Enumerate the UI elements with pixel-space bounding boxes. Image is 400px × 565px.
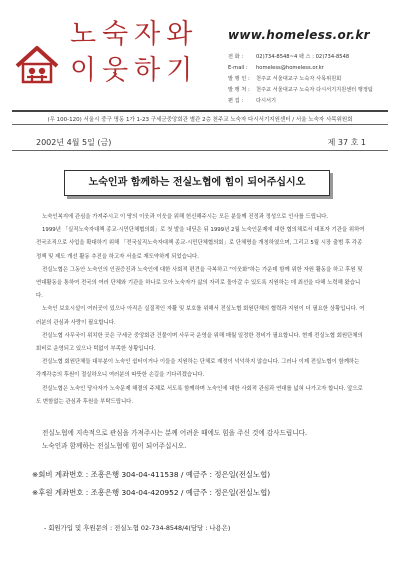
- contact-row: [228, 52, 396, 63]
- contact-row: [228, 96, 396, 107]
- body-paragraph: 노숙인 보호시설이 여러곳이 있으나 아직은 실질적인 자활 및 보호를 위해서 전실노협 회원단체의 협력과 지원이 더 필요한 상황입니다. 여러분의 관심과 사랑이 필요합니다.: [36, 306, 365, 326]
- body-paragraph: 전실노협은 노숙인 당사자가 노숙문제 해결의 주체로 서도록 함께하며 노숙인에 대한 사회적 관심과 연대를 넓혀 나가고자 합니다. 앞으로도 변함없는 관심과 후원을 부탁드립니다.: [36, 385, 363, 405]
- closing-line: 전실노협에 지속적으로 관심을 가져주시는 분께 어려운 때에도 힘을 주신 것에 감사드립니다.: [42, 429, 308, 437]
- contact-value: 다시서기: [256, 98, 277, 104]
- closing-line: 노숙인과 함께하는 전실노협에 힘이 되어주십시오.: [42, 442, 187, 450]
- closing-remarks: [36, 427, 366, 453]
- account-label: ※후원 계좌번호 :: [32, 488, 89, 497]
- article-body: [36, 211, 366, 409]
- account-row: [32, 466, 372, 484]
- body-paragraph: 전실노협 회원단체들 대부분이 노숙인 쉼터이거나 이들을 지원하는 단체로 재정이 넉넉하지 않습니다. 그러나 이제 전실노협이 함께하는 각계각층의 후원이 절실하오니 여러분의 따뜻한 손길을 기다리겠습니다.: [36, 359, 360, 379]
- account-holder: / 예금주 : 정은일(전실노협): [180, 470, 271, 479]
- postal-address: (우 100-120) 서울시 중구 명동 1가 1-23 구세군중앙회관 별관 2층 천주교 노숙자 다시서기지원센터 / 서울 노숙자 사목위원회: [47, 117, 353, 123]
- contact-row: [228, 85, 396, 96]
- account-bank: 조흥은행 304-04-420952: [90, 488, 179, 497]
- contact-value: 천주교 서울대교구 노숙자 사목위원회: [256, 76, 342, 82]
- publisher-contacts: [228, 52, 396, 107]
- address-divider: [12, 124, 388, 125]
- contact-key: 발 행 처 :: [228, 87, 250, 93]
- contact-key: E-mail :: [228, 65, 248, 71]
- issue-number: 제 37 호 1: [327, 138, 366, 147]
- bank-accounts: [32, 466, 372, 502]
- website-url[interactable]: www.homeless.or.kr: [228, 28, 370, 42]
- contact-row: [228, 74, 396, 85]
- account-bank: 조흥은행 304-04-411538: [90, 470, 179, 479]
- contact-value: homeless@homeless.or.kr: [256, 65, 324, 71]
- account-holder: / 예금주 : 정은일(전실노협): [180, 488, 271, 497]
- dateline-divider: [12, 150, 388, 151]
- contact-row: [228, 63, 396, 74]
- contact-key: 편 집 :: [228, 98, 244, 104]
- masthead-title-line2: 이웃하기: [70, 55, 199, 86]
- account-row: [32, 484, 372, 502]
- house-hearts-logo-icon: [14, 44, 60, 86]
- account-label: ※회비 계좌번호 :: [32, 470, 89, 479]
- body-paragraph: 1999년 「실직노숙자대책 종교·시민단체협의회」로 첫 발을 내딛은 뒤 1999년 2월 노숙인문제에 대한 협의체로서 대표자 기관을 위하여 전국조직으로 사업을 확대하기 위해 「전국실직노숙자대책 종교·시민단체협의회」로 단체명을 개칭하였으며, 그리고 5월 시장 출범 후 각종 정책 및 제도 개선 활동 추진을 하고자 서울로 재도약하게 되었습니다.: [36, 227, 365, 260]
- body-paragraph: 노숙인복지에 관심을 가져주시고 이 땅의 이웃과 이웃을 위해 헌신해주시는 모든 분들께 진정과 정성으로 인사를 드립니다.: [42, 214, 329, 220]
- issue-date: 2002년 4월 5일 (금): [36, 138, 112, 147]
- header-divider: [12, 110, 388, 112]
- contact-key: 전 화 :: [228, 54, 244, 60]
- masthead-title-line1: 노숙자와: [70, 19, 199, 50]
- contact-value: 02)734-8548~4 팩 스 : 02)734-8548: [256, 54, 350, 60]
- body-paragraph: 전실노협은 그동안 노숙인의 인권증진과 노숙인에 대한 사회적 편견을 극복하고 "이웃화"하는 가운데 함께 위한 자원 활동을 하고 후원 및 연대활동을 통하여 전국의 여러 단체와 기관을 하나로 모아 노숙자가 삶의 자리로 돌아갈 수 있도록 지원하는 데 최선을 다해 노력해 왔습니다.: [36, 266, 363, 300]
- article-title-box: 노숙인과 함께하는 전실노협에 힘이 되어주십시오: [64, 170, 330, 196]
- body-paragraph: 전실노협 사무국이 위치한 곳은 구세군 중앙회관 건물이며 사무국 운영을 위해 매월 일정한 경비가 필요합니다. 현재 전실노협 회원단체의 회비로 운영되고 있으나 턱없이 부족한 상황입니다.: [36, 332, 363, 353]
- contact-value: 천주교 서울대교구 노숙자 다시서기지원센터 행정팀: [256, 87, 373, 93]
- membership-inquiry: - 회원가입 및 후원문의 : 전실노협 02-734-8548/4(담당 : 나용은): [44, 524, 231, 532]
- contact-key: 발 행 인 :: [228, 76, 250, 82]
